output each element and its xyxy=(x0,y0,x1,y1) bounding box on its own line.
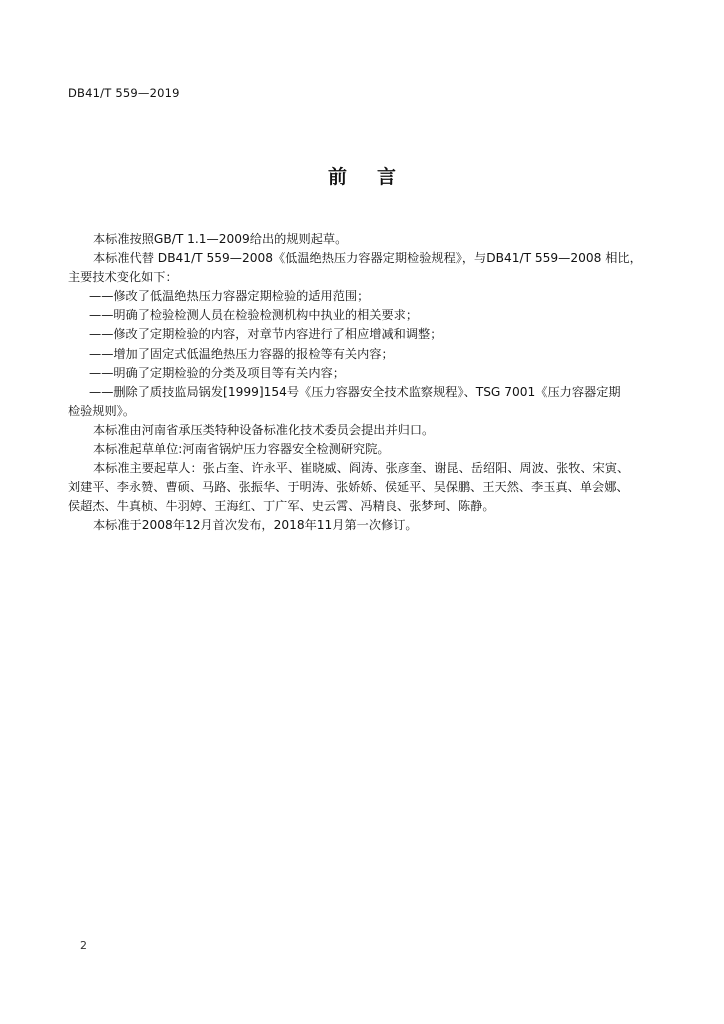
change-item-5: ——明确了定期检验的分类及项目等有关内容； xyxy=(89,365,345,380)
change-item-3: ——修改了定期检验的内容，对章节内容进行了相应增减和调整； xyxy=(89,327,443,342)
page-number: 2 xyxy=(80,939,87,952)
change-item-2: ——明确了检验检测人员在检验检测机构中执业的相关要求； xyxy=(89,308,419,323)
paragraph-drafting-rules: 本标准按照GB/T 1.1—2009给出的规则起草。 xyxy=(93,232,348,246)
foreword-body xyxy=(68,230,658,536)
paragraph-replacement: 本标准代替 DB41/T 559—2008《低温绝热压力容器定期检验规程》，与DB41/T 559—2008 相比， xyxy=(93,251,642,266)
paragraph-release-history: 本标准于2008年12月首次发布，2018年11月第一次修订。 xyxy=(93,518,418,533)
paragraph-proposer: 本标准由河南省承压类特种设备标准化技术委员会提出并归口。 xyxy=(93,422,435,437)
paragraph-replacement-cont: 主要技术变化如下： xyxy=(68,270,178,285)
paragraph-drafters-cont-2: 侯超杰、牛真桢、牛羽婷、王海红、丁广军、史云霄、冯精良、张梦珂、陈静。 xyxy=(68,499,495,514)
standard-code-header: DB41/T 559—2019 xyxy=(68,86,180,100)
change-item-6: ——删除了质技监局锅发[1999]154号《压力容器安全技术监察规程》、TSG 7001《压力容器定期 xyxy=(89,384,621,399)
paragraph-drafters: 本标准主要起草人：张占奎、许永平、崔晓威、阎涛、张彦奎、谢昆、岳绍阳、周波、张牧、宋寅、 xyxy=(93,461,630,476)
change-item-4: ——增加了固定式低温绝热压力容器的报检等有关内容； xyxy=(89,346,394,361)
paragraph-drafters-cont-1: 刘建平、李永赞、曹硕、马路、张振华、于明涛、张娇娇、侯延平、吴保鹏、王天然、李玉真、单会娜、 xyxy=(68,480,629,495)
paragraph-drafting-unit: 本标准起草单位:河南省锅炉压力容器安全检测研究院。 xyxy=(93,442,390,457)
page-title: 前言 xyxy=(327,166,426,188)
change-item-1: ——修改了低温绝热压力容器定期检验的适用范围； xyxy=(89,289,370,304)
change-item-6-cont: 检验规则》。 xyxy=(68,403,136,418)
